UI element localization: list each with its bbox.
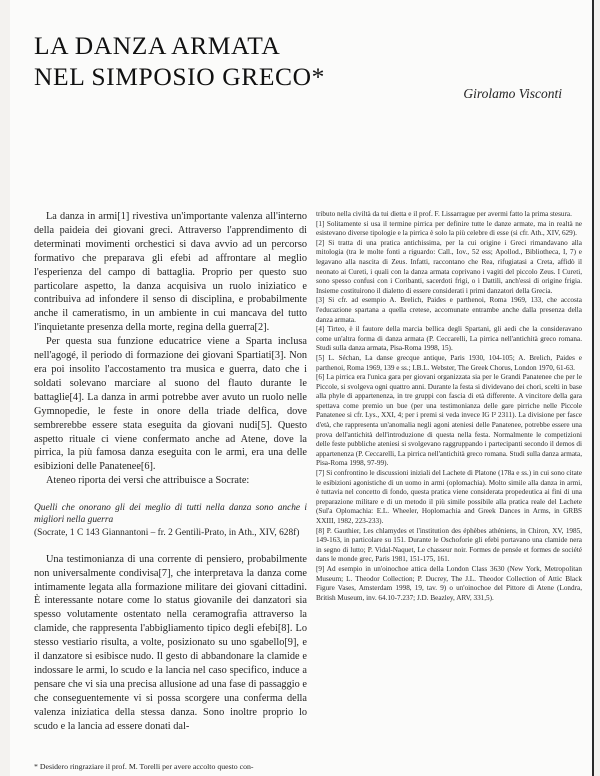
note-3: [3] Si cfr. ad esempio A. Brelich, Paides e parthenoi, Roma 1969, 133, che accosta l'educazione spartana a quella cretese, accomunate entrambe anche dalla presenza della danza armata. bbox=[316, 296, 582, 324]
note-continuation: tributo nella civiltà da tui dietta e il prof. F. Lissarrague per avermi fatto la prima stesura. bbox=[316, 210, 572, 218]
paragraph-4: Una testimonianza di una corrente di pensiero, probabilmente non universalmente condivisa[7], che interpretava la danza come intimamente legata alla formazione militare dei giovani cittadini. È interessante notare come lo status giovanile dei danzatori sia spesso volutamente ostentato nella ceramografia attraverso la clamide, che rappresenta l'abbigliamento tipico degli efebi[8]. Lo stesso vestiario risulta, a volte, posizionato su uno sgabello[9], e il danzatore si esibisce nudo. Il gesto di abbandonare la clamide e indossare le armi, lo scudo e la lancia nel caso specifico, induce a pensare che vi sia una precisa allusione ad una fase di passaggio e che conseguentemente vi si possa scorgere una conferma della valenza iniziatica della stessa danza. Sono inoltre proprio lo scudo e la lancia ad essere donati dal- bbox=[34, 553, 307, 732]
journal-page bbox=[10, 0, 594, 776]
acknowledgement-footnote: * Desidero ringraziare il prof. M. Torelli per avere accolto questo con- bbox=[34, 762, 254, 771]
note-1: [1] Solitamente si usa il termine pirrica per definire tutte le danze armate, ma in realtà ne esistevano diverse tipologie e la pirrica è solo la più celebre di esse (si cfr. Ath., XIV, 629). bbox=[316, 219, 582, 238]
note-9: [9] Ad esempio in un'oinochoe attica della London Class 3630 (New York, Metropolitan Museum; L. Theodor Collection; P. Ducrey, The J.L. Theodor Collection of Attic Black Figure Vases, Amsterdam 1998, 19, tav. 9) o un'oinochoe del Pittore di Atene (Londra, British Museum, inv. 64.10-7.237; J.D. Beazley, ARV, 331,5). bbox=[316, 564, 582, 602]
quote-reference: (Socrate, 1 C 143 Giannantoni – fr. 2 Gentili-Prato, in Ath., XIV, 628f) bbox=[34, 527, 300, 538]
note-2: [2] Si tratta di una pratica antichissima, per la cui origine i Greci rimandavano alla mitologia (tra le molte fonti a riguardo: Call., Iov., 52 ess; Apollod., Bibliotheca, I, 7) e legavano alla nascita di Zeus. Infatti, raccontano che Rea, rifugiatasi a Creta, affidò il neonato ai Cureti, i quali con la danza armata coprivano i vagiti del piccolo Zeus. I Cureti, sono spesso confusi con i Coribanti, sacerdoti frigi, o i Dattili, anch'essi di origine frigia. Insieme costituirono il dialetto di essere considerati i primi danzatori della Grecia. bbox=[316, 238, 582, 295]
note-6: [6] La pirrica era l'unica gara per giovani organizzata sia per le Grandi Panatenee che per le Piccole, si svolgeva ogni quattro anni. Durante la festa si dividevano dei chori, scelti in base alla phyle di appartenenza, in tre gruppi con fascia di età differente. A vincitore della gara spettava come premio un bue (per una testimonianza delle gare pirriche nelle Piccole Panatenee si cfr. Lys., XXI, 4; per i premi si veda invece IG I² 2311). La divisione per fasce d'età, che rappresenta un'anomalia negli agoni ateniesi delle Panatenee, potrebbe essere una prova dell'antichità dell'introduzione di questa nella festa. Normalmente le competizioni delle feste pubbliche ateniesi si svolgevano raggruppando i partecipanti secondo il demos di appartenenza (P. Ceccarelli, La pirrica nell'antichità greco romana. Studi sulla danza armata, Pisa-Roma 1998, 97-99). bbox=[316, 373, 582, 468]
note-7: [7] Si confrontino le discussioni iniziali del Lachete di Platone (178a e ss.) in cui sono citate le esibizioni agonistiche di un uomo in armi (oplomachia). Molto simile alla danza in armi, è tuttavia nel concetto di fondo, questa pratica viene considerata propedeutica ai fini di una preparazione militare e di un metodo il più simile possibile alla pratica reale del Lachete (Sul'a Oplomachia: E.L. Wheeler, Hoplomachia and Greek Dances in Arms, in GRBS XXIII, 1982, 223-233). bbox=[316, 469, 582, 525]
title-line-2: NEL SIMPOSIO GRECO* bbox=[34, 62, 325, 91]
article-title bbox=[34, 30, 325, 92]
note-5: [5] L. Séchan, La danse grecque antique, Paris 1930, 104-105; A. Brelich, Paides e parthenoi, Roma 1969, 139 e ss.; I.B.L. Webster, The Greek Chorus, London 1970, 61-63. bbox=[316, 353, 582, 372]
note-8: [8] P. Gauthier, Les chlamydes et l'institution des éphèbes athéniens, in Chiron, XV, 1985, 149-163, in particolare su 151. Durante le Oschoforie gli efebi portavano una clamide nera in segno di lutto; P. Vidal-Naquet, Le chasseur noir. Formes de pensée et formes de société dans le monde grec, Paris 1981, 151-175, 161. bbox=[316, 526, 582, 564]
main-text-column bbox=[34, 210, 307, 734]
socrates-quote bbox=[34, 502, 307, 539]
paragraph-3: Ateneo riporta dei versi che attribuisce a Socrate: bbox=[46, 475, 250, 487]
paragraph-2: Per questa sua funzione educatrice viene a Sparta inclusa nell'agogé, il periodo di formazione dei giovani Spartiati[3]. Non era poi insolito l'accostamento tra musica e guerra, dato che i soldati solevano marciare al suono del flauto durante le battaglie[4]. La danza in armi potrebbe aver avuto un ruolo nelle Gymnopedie, le feste in onore della triade delfica, dove sembrerebbe essere stata eseguita da giovani nudi[5]. Questo aspetto rituale ci viene confermato anche ad Atene, dove la pirrica, la più famosa danza eseguita con le armi, era una delle esibizioni delle Panatenee[6]. bbox=[34, 336, 307, 473]
note-4: [4] Tirteo, è il fautore della marcia bellica degli Spartani, gli aedi che la consideravano come un'altra forma di danza armata (P. Ceccarelli, La pirrica nell'antichità greco romana. Studi sulla danza armata, Pisa-Roma 1998, 15). bbox=[316, 325, 582, 353]
title-line-1: LA DANZA ARMATA bbox=[34, 31, 281, 60]
quote-text: Quelli che onorano gli dei meglio di tutti nella danza sono anche i migliori nella guerra bbox=[34, 503, 307, 526]
notes-column bbox=[316, 210, 582, 603]
author-name: Girolamo Visconti bbox=[463, 86, 562, 101]
paragraph-1: La danza in armi[1] rivestiva un'importante valenza all'interno della paideia dei giovani greci. Attraverso l'apprendimento di determinati movimenti orchestici si dava avvio ad un percorso formativo che preparava gli efebi ad affrontare al meglio l'esperienza del campo di battaglia. Proprio per questo suo particolare aspetto, la danza acquisiva un ruolo iniziatico e contribuiva ad infondere il senso di disciplina, e probabilmente anche il cameratismo, in un ambiente in cui mancava del tutto l'inquietante presenza della morte, regina della guerra[2]. bbox=[34, 211, 307, 334]
